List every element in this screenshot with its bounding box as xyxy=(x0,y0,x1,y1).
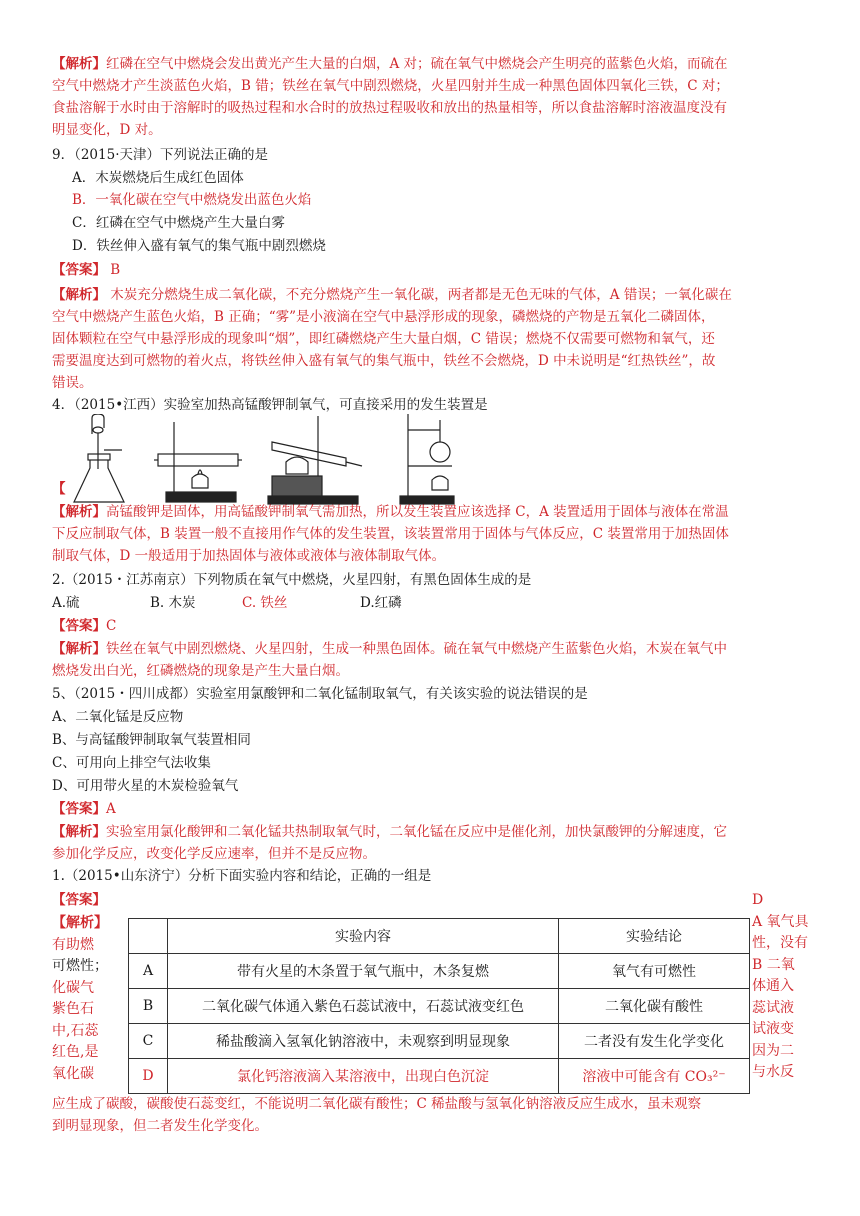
option-d: D．铁丝伸入盛有氧气的集气瓶中剧烈燃烧 xyxy=(72,238,326,254)
option-d: D.红磷 xyxy=(360,595,402,611)
analysis-line: 需要温度达到可燃物的着火点，将铁丝伸入盛有氧气的集气瓶中，铁丝不会燃烧，D 中未说明是“红热铁丝”，故 xyxy=(52,353,716,369)
analysis-line: 空气中燃烧产生蓝色火焰，B 正确；“雾”是小液滴在空气中悬浮形成的现象，磷燃烧的产物是五氧化二磷固体， xyxy=(52,309,715,325)
option-c: C．红磷在空气中燃烧产生大量白雾 xyxy=(72,215,285,231)
analysis-line: 固体颗粒在空气中悬浮形成的现象叫“烟”，即红磷燃烧产生大量白烟，C 错误；燃烧不仅需要可燃物和氧气，还 xyxy=(52,331,715,347)
analysis-line: 【解析】实验室用氯化酸钾和二氧化锰共热制取氧气时，二氧化锰在反应中是催化剂，加快氯酸钾的分解速度，它 xyxy=(52,824,727,840)
table-row: B 二氧化碳气体通入紫色石蕊试液中，石蕊试液变红色 二氧化碳有酸性 xyxy=(129,989,750,1024)
option-a: A、二氧化锰是反应物 xyxy=(52,709,184,725)
analysis-line: 下反应制取气体，B 装置一般不直接用作气体的发生装置，该装置常用于固体与气体反应，C 装置常用于加热固体 xyxy=(52,526,729,542)
wrapped-analysis-left: 【解析】 有助燃 可燃性； 化碳气 紫色石 中,石蕊 红色,是 氧化碳 xyxy=(52,915,108,1082)
analysis-line: 错误。 xyxy=(52,375,93,391)
question-2: 2.（2015・江苏南京）下列物质在氧气中燃烧，火星四射，有黑色固体生成的是 xyxy=(52,572,532,588)
table-header-row xyxy=(129,919,750,954)
header-conclusion: 实验结论 xyxy=(559,919,750,954)
question-1: 1.（2015•山东济宁）分析下面实验内容和结论，正确的一组是 xyxy=(52,868,432,884)
table-row: C 稀盐酸滴入氢氧化钠溶液中，未观察到明显现象 二者没有发生化学变化 xyxy=(129,1024,750,1059)
horizontal-tube-apparatus-icon xyxy=(152,416,242,508)
analysis-line: 明显变化，D 对。 xyxy=(52,122,162,138)
analysis-line: 【解析】铁丝在氧气中剧烈燃烧、火星四射，生成一种黑色固体。硫在氧气中燃烧产生蓝紫色火焰，木炭在氧气中 xyxy=(52,641,727,657)
option-c: C. 铁丝 xyxy=(242,595,288,611)
analysis-line: 燃烧发出白光，红磷燃烧的现象是产生大量白烟。 xyxy=(52,663,349,679)
option-a: A.硫 xyxy=(52,595,80,611)
answer-line: 【答案】 B xyxy=(52,262,121,278)
analysis-line: 【解析】高锰酸钾是固体，用高锰酸钾制氧气需加热，所以发生装置应该选择 C，A 装置适用于固体与液体在常温 xyxy=(52,504,729,520)
experiment-table xyxy=(128,918,750,1094)
question-9: 9．（2015·天津）下列说法正确的是 xyxy=(52,147,268,163)
analysis-line: 到明显现象，但二者发生化学变化。 xyxy=(52,1118,268,1134)
answer-line: 【答案】C xyxy=(52,618,117,634)
question-4: 4．（2015•江西）实验室加热高锰酸钾制氧气，可直接采用的发生装置是 xyxy=(52,397,488,413)
option-a: A．木炭燃烧后生成红色固体 xyxy=(72,170,244,186)
option-b: B. 木炭 xyxy=(150,595,196,611)
analysis-line: 食盐溶解于水时由于溶解时的吸热过程和水合时的放热过程吸收和放出的热量相等，所以食盐溶解时溶液温度没有 xyxy=(52,100,727,116)
question-5: 5、（2015・四川成都）实验室用氯酸钾和二氧化锰制取氧气，有关该实验的说法错误的是 xyxy=(52,686,588,702)
answer-label: 【答案】 xyxy=(52,892,106,908)
option-c: C、可用向上排空气法收集 xyxy=(52,755,211,771)
analysis-line: 制取气体，D 一般适用于加热固体与液体或液体与液体制取气体。 xyxy=(52,548,446,564)
header-content: 实验内容 xyxy=(168,919,559,954)
round-flask-apparatus-icon xyxy=(394,412,456,508)
option-d: D、可用带火星的木炭检验氧气 xyxy=(52,778,239,794)
analysis-line: 【解析】 木炭充分燃烧生成二氧化碳，不充分燃烧产生一氧化碳，两者都是无色无味的气体，A 错误；一氧化碳在 xyxy=(52,287,732,303)
analysis-line: 参加化学反应，改变化学反应速率，但并不是反应物。 xyxy=(52,846,376,862)
wrapped-analysis-right: D A 氧气具 性，没有 B 二氧 体通入 蕊试液 试液变 因为二 与水反 xyxy=(752,892,809,1080)
option-b: B．一氧化碳在空气中燃烧发出蓝色火焰 xyxy=(72,192,312,208)
analysis-line: 【解析】红磷在空气中燃烧会发出黄光产生大量的白烟，A 对；硫在氧气中燃烧会产生明亮的蓝紫色火焰，而硫在 xyxy=(52,56,728,72)
table-row: A 带有火星的木条置于氧气瓶中，木条复燃 氧气有可燃性 xyxy=(129,954,750,989)
analysis-line: 应生成了碳酸，碳酸使石蕊变红，不能说明二氧化碳有酸性；C 稀盐酸与氢氧化钠溶液反应生成水，虽未观察 xyxy=(52,1096,702,1112)
answer-line: 【答案】A xyxy=(52,801,116,817)
bracket-mark: 【 xyxy=(52,481,66,497)
analysis-line: 空气中燃烧才产生淡蓝色火焰，B 错；铁丝在氧气中剧烈燃烧，火星四射并生成一种黑色固体四氧化三铁，C 对； xyxy=(52,78,729,94)
table-row: D 氯化钙溶液滴入某溶液中，出现白色沉淀 溶液中可能含有 CO₃²⁻ xyxy=(129,1059,750,1094)
option-b: B、与高锰酸钾制取氧气装置相同 xyxy=(52,732,251,748)
heated-test-tube-apparatus-icon xyxy=(262,412,366,506)
erlenmeyer-flask-apparatus-icon xyxy=(70,414,130,506)
